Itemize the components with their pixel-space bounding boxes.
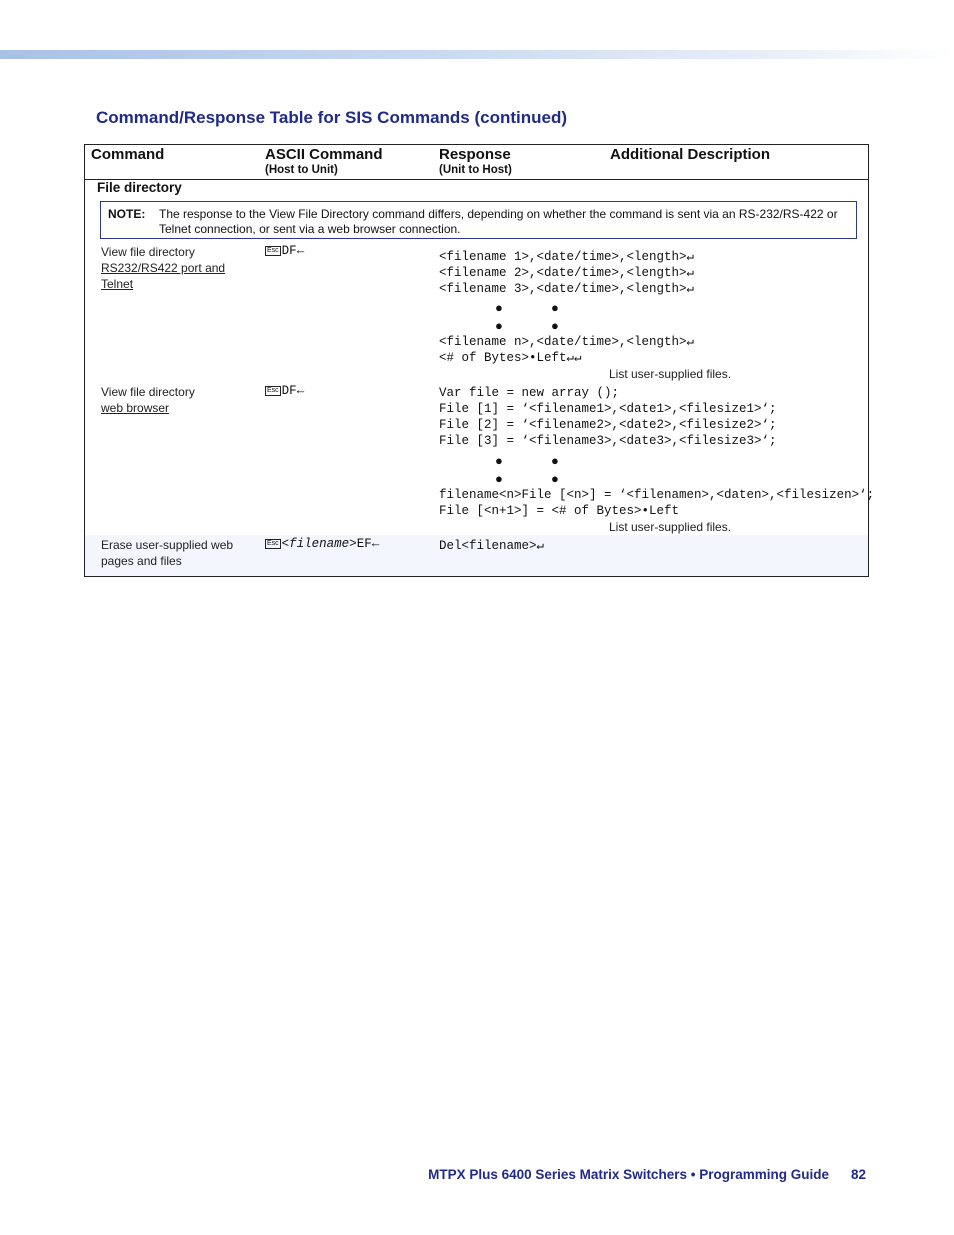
esc-key-icon: Esc [267, 247, 279, 254]
col-description [610, 146, 770, 163]
row2-resp-line1: Var file = new array (); [439, 386, 620, 400]
table-header [85, 145, 868, 180]
row3-command-line2: pages and files [101, 554, 182, 568]
row1-link-telnet[interactable]: Telnet [101, 277, 134, 291]
enter-arrow-icon: ← [296, 384, 305, 398]
row1-ascii-text: DF [281, 244, 297, 258]
row3-command [101, 537, 233, 569]
esc-key-icon: Esc [267, 540, 279, 547]
bullet-icon: ● [495, 300, 503, 315]
footer-text: MTPX Plus 6400 Series Matrix Switchers • Programming Guide [428, 1167, 829, 1182]
bullet-icon: ● [551, 318, 559, 333]
row3-ascii-text: EF [356, 537, 372, 551]
col-ascii-label: ASCII Command [265, 146, 383, 163]
row3-resp-line1: Del<filename> [439, 539, 537, 553]
row2-ascii-text: DF [281, 384, 297, 398]
return-arrow-icon: ↵ [536, 539, 545, 553]
bullet-icon: ● [495, 471, 503, 486]
row1-resp-line1-text: <filename 1>,<date/time>,<length> [439, 250, 687, 264]
row1-resp-line2-text: <filename 2>,<date/time>,<length> [439, 266, 687, 280]
row2-resp-line3: File [2] = ‘<filename2>,<date2>,<filesize2>‘; [439, 418, 777, 432]
col-command [91, 146, 164, 163]
page-footer [428, 1167, 866, 1182]
return-arrow-icon: ↵ [574, 351, 582, 365]
row2-resp-line6: File [<n+1>] = <# of Bytes>•Left [439, 504, 680, 518]
note-label: NOTE: [108, 207, 146, 221]
col-ascii-sub: (Host to Unit) [265, 164, 338, 176]
bullet-icon: ● [551, 471, 559, 486]
bullet-icon: ● [495, 453, 503, 468]
row1-resp-line5 [439, 350, 694, 366]
bullet-icon: ● [551, 453, 559, 468]
command-table [84, 144, 875, 577]
row1-ascii [265, 244, 304, 258]
row2-resp-line5: filename<n>File [<n>] = ‘<filenamen>,<daten>,<filesizen>‘; [439, 488, 875, 502]
row1-resp-line3-text: <filename 3>,<date/time>,<length> [439, 282, 687, 296]
return-arrow-icon: ↵ [686, 266, 695, 280]
page-number: 82 [850, 1167, 866, 1182]
row3-ascii [265, 537, 379, 551]
bullet-icon: ● [495, 318, 503, 333]
row1-response [439, 249, 694, 297]
row2-link-web-browser[interactable]: web browser [101, 401, 170, 415]
col-response-sub: (Unit to Host) [439, 164, 512, 176]
row1-resp-line2 [439, 265, 694, 281]
row3-command-line1: Erase user-supplied web [101, 538, 234, 552]
col-response [439, 146, 512, 176]
row1-command [101, 244, 225, 292]
row1-resp-line4 [439, 334, 694, 350]
row2-command [101, 384, 195, 416]
header-color-bar [0, 50, 954, 59]
note-box [100, 201, 857, 239]
row1-resp-line4-text: <filename n>,<date/time>,<length> [439, 335, 687, 349]
note-text: The response to the View File Directory command differs, depending on whether the command is sent via an RS-232/RS-422 or Telnet connection, or sent via a web browser connection. [159, 207, 838, 236]
row2-resp-line4: File [3] = ‘<filename3>,<date3>,<filesize3>‘; [439, 434, 777, 448]
row1-command-text: View file directory [101, 245, 195, 259]
row1-resp-line5-text: <# of Bytes>•Left [439, 351, 567, 365]
col-response-label: Response [439, 146, 511, 163]
row1-response-tail [439, 334, 694, 366]
return-arrow-icon: ↵ [686, 282, 695, 296]
col-command-label: Command [91, 146, 165, 163]
row1-link-rs232[interactable]: RS232/RS422 port and [101, 261, 226, 275]
row1-resp-line3 [439, 281, 694, 297]
row2-description: List user-supplied files. [609, 520, 732, 534]
row2-command-text: View file directory [101, 385, 195, 399]
page-title: Command/Response Table for SIS Commands (continued) [96, 108, 568, 127]
col-ascii [265, 146, 383, 176]
row2-response-tail [439, 487, 874, 519]
return-arrow-icon: ↵ [566, 351, 575, 365]
section-file-directory: File directory [97, 180, 182, 195]
row2-response [439, 385, 777, 449]
return-arrow-icon: ↵ [686, 335, 695, 349]
row1-description: List user-supplied files. [609, 367, 732, 381]
row2-ascii [265, 384, 304, 398]
row2-resp-line2: File [1] = ‘<filename1>,<date1>,<filesize1>‘; [439, 402, 777, 416]
esc-key-icon: Esc [267, 387, 279, 394]
row3-ascii-filename: <filename> [281, 537, 357, 551]
row1-resp-line1 [439, 249, 694, 265]
enter-arrow-icon: ← [371, 537, 380, 551]
enter-arrow-icon: ← [296, 244, 305, 258]
row3-response [439, 538, 544, 554]
bullet-icon: ● [551, 300, 559, 315]
col-description-label: Additional Description [610, 146, 771, 163]
return-arrow-icon: ↵ [686, 250, 695, 264]
